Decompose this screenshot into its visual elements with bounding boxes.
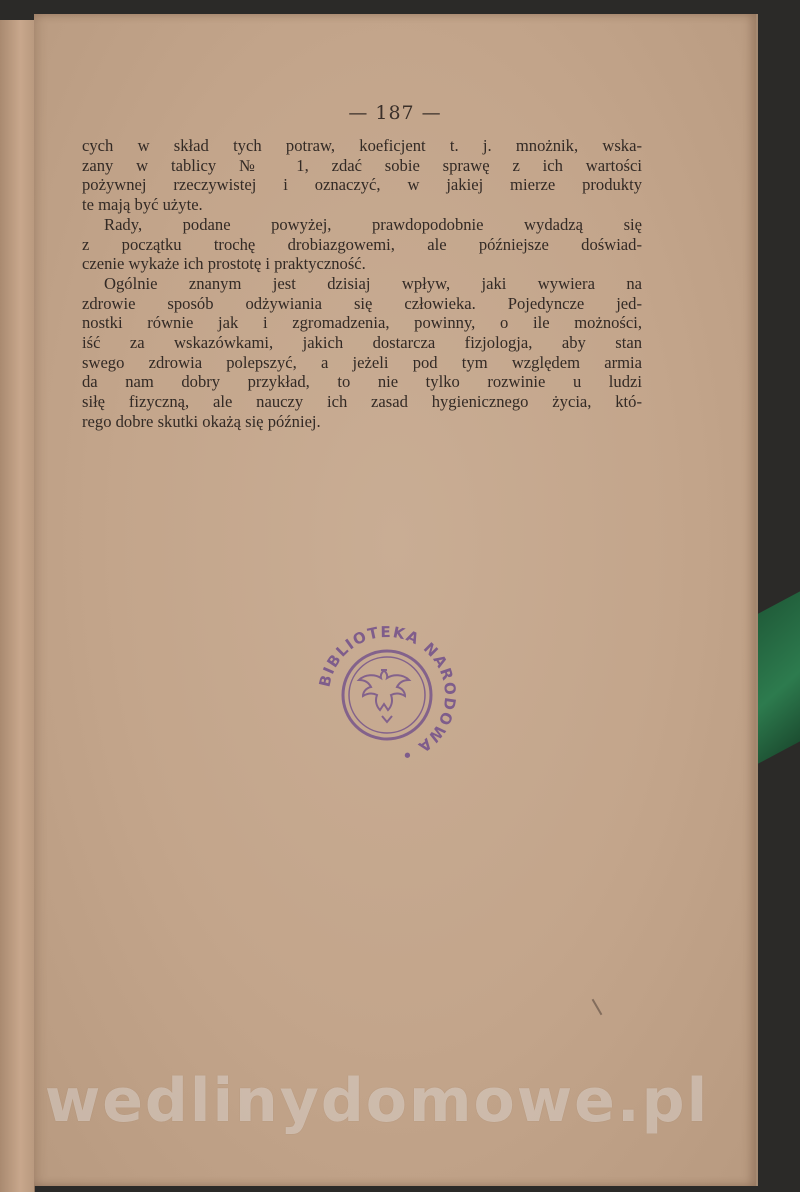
pencil-mark: [592, 999, 603, 1016]
text-line: Ogólnie znanym jest dzisiaj wpływ, jaki wywiera na: [104, 273, 642, 293]
text-line: pożywnej rzeczywistej i oznaczyć, w jakiej mierze produkty: [82, 175, 642, 195]
page: [34, 14, 758, 1186]
text-line: rego dobre skutki okażą się później.: [82, 411, 321, 431]
left-page-edge: [0, 20, 35, 1192]
text-line: te mają być użyte.: [82, 195, 203, 215]
page-number: — 187 —: [348, 102, 442, 124]
text-line: da nam dobry przykład, to nie tylko rozwinie u ludzi: [82, 372, 642, 392]
svg-text:BIBLIOTEKA NARODOWA •: BIBLIOTEKA NARODOWA •: [315, 622, 460, 766]
text-line: Rady, podane powyżej, prawdopodobnie wydadzą się: [104, 214, 642, 234]
library-stamp: [312, 620, 462, 770]
text-line: czenie wykaże ich prostotę i praktyczność.: [82, 254, 366, 274]
text-line: siłę fizyczną, ale nauczy ich zasad hygienicznego życia, któ-: [82, 392, 642, 412]
text-line: swego zdrowia polepszyć, a jeżeli pod tym względem armia: [82, 352, 642, 372]
text-line: zany w tablicy № 1, zdać sobie sprawę z ich wartości: [82, 155, 642, 175]
text-line: zdrowie sposób odżywiania się człowieka. Pojedyncze jed-: [82, 293, 642, 313]
library-stamp-graphic: [312, 620, 462, 770]
text-line: z początku trochę drobiazgowemi, ale późniejsze doświad-: [82, 234, 642, 254]
text-line: iść za wskazówkami, jakich dostarcza fizjologja, aby stan: [82, 333, 642, 353]
body-text: [82, 136, 642, 432]
watermark: wedlinydomowe.pl: [44, 1066, 710, 1136]
text-line: nostki równie jak i zgromadzenia, powinny, o ile możności,: [82, 313, 642, 333]
text-line: cych w skład tych potraw, koeficjent t. j. mnożnik, wska-: [82, 136, 642, 155]
